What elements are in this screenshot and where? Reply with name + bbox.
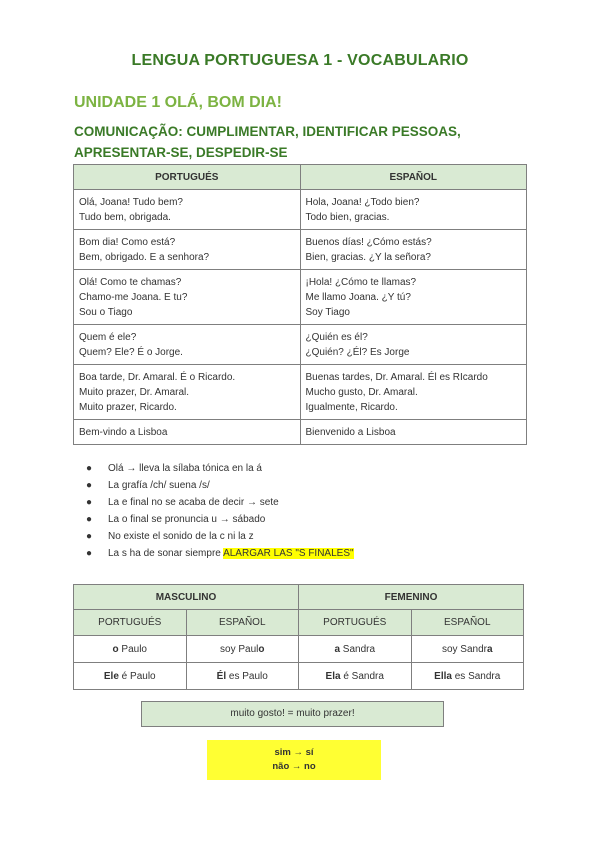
pronunciation-notes <box>86 460 354 562</box>
phrase-line: Bom dia! Como está? <box>79 237 176 248</box>
column-header-portugues: PORTUGUÉS <box>74 165 301 190</box>
phrase-line: Quem é ele? <box>79 332 137 343</box>
table-row <box>74 365 527 420</box>
cell-espanol <box>300 325 527 365</box>
phrase-line: ¿Quién es él? <box>305 332 368 343</box>
gender-cell <box>299 636 412 663</box>
unit-title: UNIDADE 1 OLÁ, BOM DIA! <box>74 94 282 111</box>
note-text: No existe el sonido de la c ni la z <box>108 531 254 542</box>
highlighted-text: ALARGAR LAS "S FINALES" <box>223 548 354 559</box>
phrase-line: Bem-vindo a Lisboa <box>79 427 168 438</box>
gender-cell <box>186 663 299 690</box>
table-row <box>74 420 527 445</box>
cell-bold-text: o <box>112 643 119 655</box>
gender-cell <box>74 663 187 690</box>
phrase-line: Bienvenido a Lisboa <box>305 427 396 438</box>
gender-group-header-row <box>74 585 524 610</box>
muito-gosto-note: muito gosto! = muito prazer! <box>141 701 444 727</box>
subheader-fem-portugues: PORTUGUÉS <box>299 610 412 636</box>
phrase-line: Buenos días! ¿Cómo estás? <box>305 237 432 248</box>
gender-table <box>73 584 524 690</box>
cell-portugues <box>74 190 301 230</box>
cell-bold-text: Ela <box>325 670 341 682</box>
cell-text: Sandra <box>340 643 376 655</box>
cell-portugues <box>74 230 301 270</box>
cell-text: soy Paul <box>220 643 259 655</box>
phrase-line: Olá, Joana! Tudo bem? <box>79 197 183 208</box>
cell-bold-text: Ele <box>103 670 119 682</box>
cell-bold-text: o <box>258 643 265 655</box>
phrase-line: Hola, Joana! ¿Todo bien? <box>305 197 420 208</box>
table-row <box>74 325 527 365</box>
cell-portugues <box>74 270 301 325</box>
table-row <box>74 663 524 690</box>
group-header-masculino: MASCULINO <box>74 585 299 610</box>
cell-text: es Sandra <box>451 670 501 682</box>
list-item <box>86 545 354 562</box>
table-row <box>74 636 524 663</box>
gender-cell <box>186 636 299 663</box>
sim-translation: sim → sí <box>274 747 314 758</box>
table-row <box>74 270 527 325</box>
bullet-icon: ● <box>86 531 93 542</box>
subheader-fem-espanol: ESPAÑOL <box>411 610 524 636</box>
cell-bold-text: Ella <box>434 670 452 682</box>
phrase-line: Bien, gracias. ¿Y la señora? <box>305 252 431 263</box>
vocabulary-table <box>73 164 527 445</box>
phrase-line: Me llamo Joana. ¿Y tú? <box>305 292 411 303</box>
document-title: LENGUA PORTUGUESA 1 - VOCABULARIO <box>131 52 469 69</box>
list-item <box>86 460 354 477</box>
phrase-line: Olá! Como te chamas? <box>79 277 182 288</box>
phrase-line: Bem, obrigado. E a senhora? <box>79 252 210 263</box>
phrase-line: Mucho gusto, Dr. Amaral. <box>305 387 418 398</box>
nao-translation: não → no <box>272 761 316 772</box>
cell-espanol <box>300 270 527 325</box>
cell-text: é Paulo <box>118 670 156 682</box>
phrase-line: Quem? Ele? É o Jorge. <box>79 347 183 358</box>
subheader-masc-portugues: PORTUGUÉS <box>74 610 187 636</box>
cell-text: é Sandra <box>340 670 384 682</box>
cell-bold-text: a <box>486 643 493 655</box>
bullet-icon: ● <box>86 548 93 559</box>
gender-cell <box>299 663 412 690</box>
cell-espanol <box>300 190 527 230</box>
phrase-line: Todo bien, gracias. <box>305 212 390 223</box>
unit-subtitle: COMUNICAÇÃO: CUMPLIMENTAR, IDENTIFICAR PESSOAS, APRESENTAR-SE, DESPEDIR-SE <box>74 124 461 160</box>
cell-bold-text: a <box>334 643 341 655</box>
gender-cell <box>74 636 187 663</box>
gender-cell <box>411 663 524 690</box>
sim-nao-note <box>207 740 381 780</box>
note-text: Olá → lleva la sílaba tónica en la á <box>108 463 262 474</box>
list-item <box>86 477 354 494</box>
gender-cell <box>411 636 524 663</box>
cell-text: es Paulo <box>226 670 268 682</box>
note-text: La e final no se acaba de decir → sete <box>108 497 279 508</box>
phrase-line: Tudo bem, obrigada. <box>79 212 171 223</box>
cell-espanol <box>300 420 527 445</box>
table-row <box>74 190 527 230</box>
phrase-line: Buenas tardes, Dr. Amaral. Él es RIcardo <box>305 372 488 383</box>
cell-espanol <box>300 365 527 420</box>
group-header-femenino: FEMENINO <box>299 585 524 610</box>
phrase-line: ¡Hola! ¿Cómo te llamas? <box>305 277 417 288</box>
bullet-icon: ● <box>86 480 93 491</box>
bullet-icon: ● <box>86 497 93 508</box>
cell-portugues <box>74 325 301 365</box>
phrase-line: Boa tarde, Dr. Amaral. É o Ricardo. <box>79 372 236 383</box>
note-text: La grafía /ch/ suena /s/ <box>108 480 210 491</box>
cell-text: soy Sandr <box>441 643 487 655</box>
phrase-line: Muito prazer, Dr. Amaral. <box>79 387 190 398</box>
phrase-line: ¿Quién? ¿Él? Es Jorge <box>305 347 410 358</box>
phrase-line: Chamo-me Joana. E tu? <box>79 292 188 303</box>
cell-text: Paulo <box>118 643 147 655</box>
table-row <box>74 230 527 270</box>
column-header-espanol: ESPAÑOL <box>300 165 527 190</box>
phrase-line: Igualmente, Ricardo. <box>305 402 398 413</box>
subheader-masc-espanol: ESPAÑOL <box>186 610 299 636</box>
list-item <box>86 511 354 528</box>
list-item <box>86 494 354 511</box>
phrase-line: Sou o Tiago <box>79 307 133 318</box>
note-text: La s ha de sonar siempre <box>108 548 224 559</box>
phrase-line: Muito prazer, Ricardo. <box>79 402 177 413</box>
bullet-icon: ● <box>86 514 93 525</box>
vocabulary-table-header <box>74 165 527 190</box>
gender-subheader-row <box>74 610 524 636</box>
cell-portugues <box>74 420 301 445</box>
cell-portugues <box>74 365 301 420</box>
list-item <box>86 528 354 545</box>
bullet-icon: ● <box>86 463 93 474</box>
note-text: La o final se pronuncia u → sábado <box>108 514 266 525</box>
phrase-line: Soy Tiago <box>305 307 350 318</box>
cell-bold-text: Él <box>216 670 227 682</box>
cell-espanol <box>300 230 527 270</box>
